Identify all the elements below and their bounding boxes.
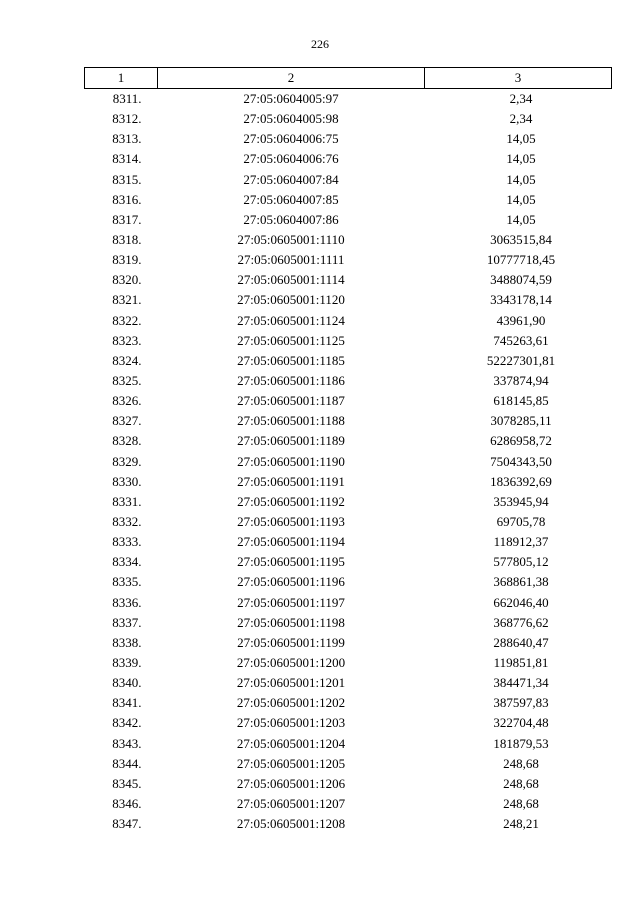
cadastral-number: 27:05:0605001:1125 [237,332,345,348]
row-number: 8318. [112,232,142,248]
table-row [85,331,612,351]
row-value: 2,34 [509,111,533,127]
row-value: 662046,40 [493,594,549,610]
row-number: 8340. [112,675,142,691]
page-number: 226 [311,37,329,51]
row-value: 3063515,84 [490,232,552,248]
cadastral-number: 27:05:0605001:1207 [236,795,346,811]
row-number: 8322. [112,312,142,328]
cadastral-number: 27:05:0605001:1120 [237,292,345,308]
row-value: 118912,37 [493,534,549,550]
row-number: 8342. [112,715,142,731]
cadastral-number: 27:05:0605001:1196 [237,574,345,590]
cadastral-number: 27:05:0605001:1191 [237,473,345,489]
row-value: 248,68 [503,755,539,771]
row-value: 1836392,69 [490,473,552,489]
table-row [85,371,612,391]
row-value: 181879,53 [493,735,549,751]
table-row [85,593,612,613]
table-row [85,532,612,552]
row-value: 384471,34 [493,675,549,691]
cadastral-number: 27:05:0605001:1188 [237,413,345,429]
row-number: 8339. [112,655,142,670]
row-value: 52227301,81 [486,352,556,368]
row-value: 577805,12 [493,554,549,570]
cadastral-number: 27:05:0605001:1197 [237,594,345,610]
row-value: 69705,78 [496,514,546,530]
column-header-2: 2 [158,68,425,89]
table-row [85,109,612,129]
table-row [85,754,612,774]
table-row [85,452,612,472]
row-number: 8313. [112,131,142,147]
row-value: 3078285,11 [490,413,552,429]
table-row [85,270,612,290]
cadastral-number: 27:05:0605001:1208 [236,816,346,832]
table-header [85,68,612,89]
row-number: 8314. [112,151,142,167]
column-header-1: 1 [85,68,158,89]
row-value: 2,34 [509,91,533,107]
cadastral-number: 27:05:0605001:1194 [237,534,345,550]
cadastral-number: 27:05:0605001:1201 [236,675,346,691]
row-value: 14,05 [506,191,536,207]
table-row [85,472,612,492]
row-value: 6286958,72 [490,433,552,449]
row-value: 288640,47 [493,634,549,650]
table-row [85,693,612,713]
row-value: 337874,94 [493,373,549,389]
cadastral-number: 27:05:0605001:1202 [236,695,346,711]
row-value: 14,05 [506,151,536,167]
table-row [85,734,612,754]
cadastral-number: 27:05:0604006:75 [243,131,339,147]
table-row [85,411,612,431]
cadastral-number: 27:05:0605001:1190 [237,453,345,469]
table-row [85,250,612,270]
cadastral-number: 27:05:0605001:1193 [237,514,345,530]
table-row [85,512,612,532]
row-number: 8346. [112,795,142,811]
row-number: 8311. [112,91,142,107]
row-number: 8330. [112,473,142,489]
row-number: 8325. [112,373,142,389]
table-row [85,673,612,693]
row-number: 8336. [112,594,142,610]
row-value: 322704,48 [493,715,549,731]
table-row [85,311,612,331]
cadastral-number: 27:05:0605001:1195 [237,554,345,570]
row-number: 8335. [112,574,142,590]
row-number: 8312. [112,111,142,127]
row-value: 745263,61 [493,332,549,348]
cadastral-number: 27:05:0605001:1189 [237,433,345,449]
header-row [85,68,612,89]
row-number: 8344. [112,755,142,771]
row-number: 8337. [112,614,142,630]
table-row [85,351,612,371]
row-value: 368861,38 [493,574,549,590]
cadastral-number: 27:05:0605001:1186 [237,373,345,389]
cadastral-number: 27:05:0605001:1110 [237,232,345,248]
row-number: 8328. [112,433,142,449]
table-row [85,431,612,451]
column-header-3: 3 [425,68,612,89]
table-row [85,794,612,814]
table-row [85,129,612,149]
table-row [85,290,612,310]
row-number: 8345. [112,775,142,791]
row-number: 8315. [112,171,142,187]
row-number: 8338. [112,634,142,650]
table-row [85,633,612,653]
table-row [85,210,612,230]
table-row [85,492,612,512]
row-number: 8333. [112,534,142,550]
table-row [85,89,612,110]
cadastral-number: 27:05:0605001:1198 [237,614,345,630]
cadastral-number: 27:05:0605001:1192 [237,493,345,509]
row-number: 8332. [112,514,142,530]
row-value: 43961,90 [496,312,546,328]
cadastral-number: 27:05:0605001:1187 [237,393,345,409]
row-value: 7504343,50 [490,453,552,469]
row-number: 8323. [112,332,142,348]
row-number: 8329. [112,453,142,469]
table-body [85,89,612,835]
table-row [85,391,612,411]
row-value: 353945,94 [493,493,549,509]
table-row [85,814,612,834]
row-number: 8320. [112,272,142,288]
row-number: 8326. [112,393,142,409]
row-number: 8321. [112,292,142,308]
cadastral-number: 27:05:0605001:1111 [237,252,345,268]
cadastral-number: 27:05:0604007:84 [243,171,339,187]
table-row [85,230,612,250]
row-number: 8324. [112,352,142,368]
cadastral-number: 27:05:0605001:1199 [237,634,345,650]
data-table [84,67,612,834]
table-row [85,653,612,673]
row-number: 8347. [112,816,142,832]
row-value: 368776,62 [493,614,549,630]
cadastral-number: 27:05:0605001:1185 [237,352,345,368]
table-row [85,613,612,633]
cadastral-number: 27:05:0605001:1204 [236,735,346,751]
table-row [85,572,612,592]
row-number: 8327. [112,413,142,429]
cadastral-number: 27:05:0604006:76 [243,151,339,167]
row-value: 248,68 [503,795,539,811]
cadastral-number: 27:05:0605001:1205 [236,755,346,771]
cadastral-number: 27:05:0604007:85 [243,191,339,207]
cadastral-number: 27:05:0605001:1124 [237,312,345,328]
cadastral-number: 27:05:0605001:1206 [236,775,346,791]
table-row [85,170,612,190]
cadastral-number: 27:05:0605001:1200 [236,655,346,670]
table-row [85,713,612,733]
row-number: 8343. [112,735,142,751]
table-row [85,149,612,169]
row-value: 248,21 [503,816,539,832]
row-value: 387597,83 [493,695,549,711]
row-value: 10777718,45 [486,252,556,268]
row-value: 248,68 [503,775,539,791]
row-value: 119851,81 [493,655,549,670]
cadastral-number: 27:05:0604007:86 [243,211,339,227]
row-number: 8334. [112,554,142,570]
table-row [85,190,612,210]
cadastral-number: 27:05:0604005:98 [243,111,339,127]
row-number: 8319. [112,252,142,268]
cadastral-number: 27:05:0604005:97 [243,91,339,107]
row-number: 8331. [112,493,142,509]
table-row [85,774,612,794]
row-number: 8316. [112,191,142,207]
row-value: 3343178,14 [490,292,552,308]
row-value: 14,05 [506,171,536,187]
row-value: 618145,85 [493,393,549,409]
row-value: 3488074,59 [490,272,552,288]
row-number: 8317. [112,211,142,227]
row-value: 14,05 [506,211,536,227]
row-number: 8341. [112,695,142,711]
cadastral-number: 27:05:0605001:1114 [237,272,345,288]
row-value: 14,05 [506,131,536,147]
cadastral-number: 27:05:0605001:1203 [236,715,346,731]
table-row [85,552,612,572]
